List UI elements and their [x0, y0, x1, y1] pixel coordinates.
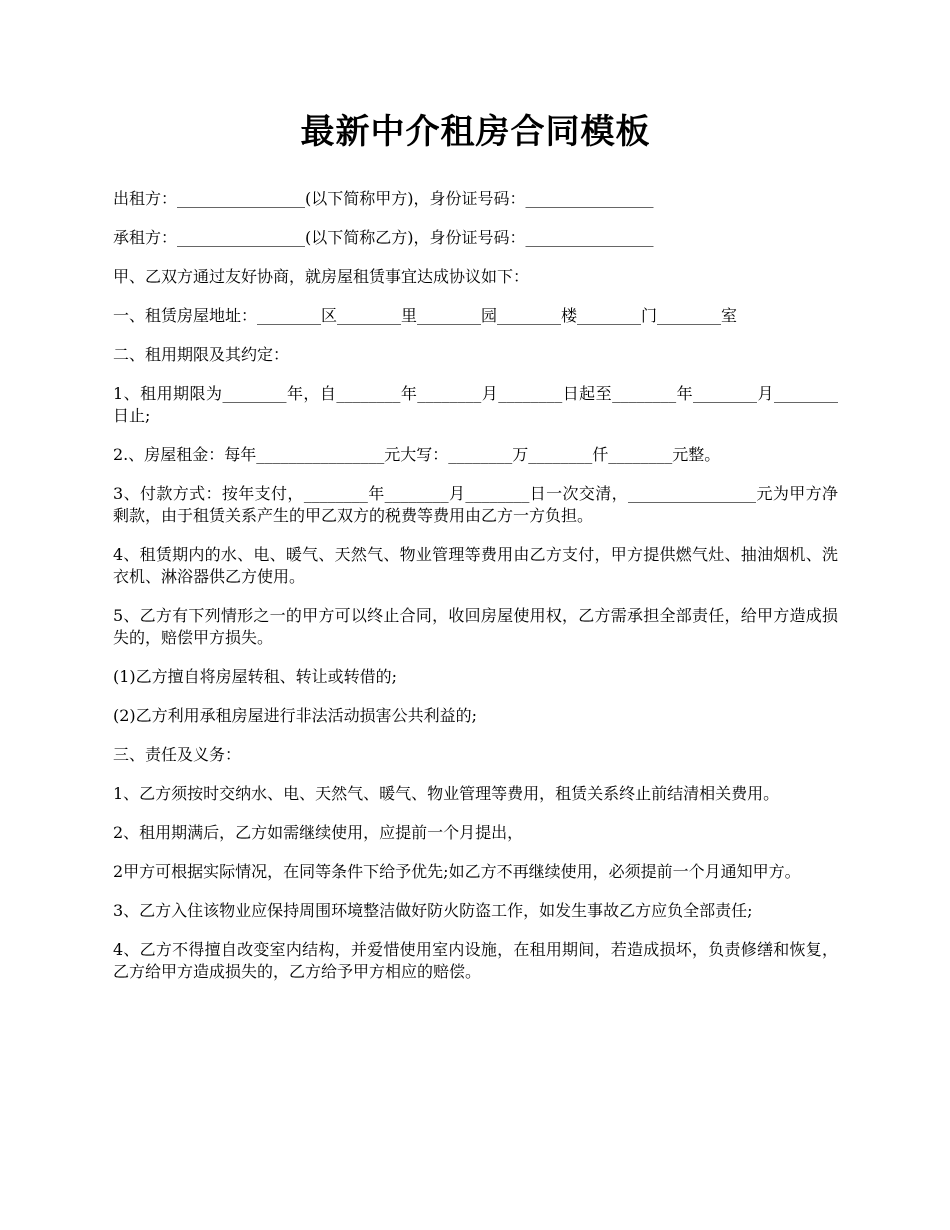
paragraph-obligation-1: 1、乙方须按时交纳水、电、天然气、暖气、物业管理等费用，租赁关系终止前结清相关费用。	[113, 784, 780, 803]
paragraph-payment-method: 3、付款方式：按年支付，________年________月________日一次交清，________________元为甲方净剩款，由于租赁关系产生的甲乙双方的税费等费用由乙方一方负担。	[113, 484, 838, 525]
paragraph-termination-case-2: (2)乙方利用承租房屋进行非法活动损害公共利益的;	[113, 706, 478, 725]
paragraph-lease-period: 1、租用期限为________年，自________年________月________日起至________年________月________日止;	[113, 384, 838, 425]
paragraph-utilities: 4、租赁期内的水、电、暖气、天然气、物业管理等费用由乙方支付，甲方提供燃气灶、抽油烟机、洗衣机、淋浴器供乙方使用。	[113, 545, 838, 586]
section-heading-term: 二、租用期限及其约定：	[113, 345, 290, 364]
paragraph-rent: 2.、房屋租金：每年________________元大写：________万________仟________元整。	[113, 445, 721, 464]
paragraph-property-address: 一、租赁房屋地址：________区________里________园________楼________门________室	[113, 306, 738, 325]
section-heading-obligations: 三、责任及义务：	[113, 745, 242, 764]
paragraph-agreement-intro: 甲、乙双方通过友好协商，就房屋租赁事宜达成协议如下：	[113, 267, 530, 286]
document-title: 最新中介租房合同模板	[300, 112, 651, 152]
paragraph-obligation-2: 2、租用期满后，乙方如需继续使用，应提前一个月提出，	[113, 823, 524, 842]
paragraph-obligation-2b: 2甲方可根据实际情况，在同等条件下给予优先;如乙方不再继续使用，必须提前一个月通知甲方。	[113, 862, 801, 881]
paragraph-obligation-4: 4、乙方不得擅自改变室内结构，并爱惜使用室内设施，在租用期间，若造成损坏，负责修缮和恢复，乙方给甲方造成损失的，乙方给予甲方相应的赔偿。	[113, 940, 838, 981]
paragraph-lessor: 出租方：________________(以下简称甲方)，身份证号码：________________	[113, 189, 654, 208]
paragraph-termination: 5、乙方有下列情形之一的甲方可以终止合同，收回房屋使用权，乙方需承担全部责任，给甲方造成损失的，赔偿甲方损失。	[113, 606, 838, 647]
paragraph-obligation-3: 3、乙方入住该物业应保持周围环境整洁做好防火防盗工作，如发生事故乙方应负全部责任;	[113, 901, 753, 920]
paragraph-lessee: 承租方：________________(以下简称乙方)，身份证号码：________________	[113, 228, 654, 247]
paragraph-termination-case-1: (1)乙方擅自将房屋转租、转让或转借的;	[113, 667, 398, 686]
